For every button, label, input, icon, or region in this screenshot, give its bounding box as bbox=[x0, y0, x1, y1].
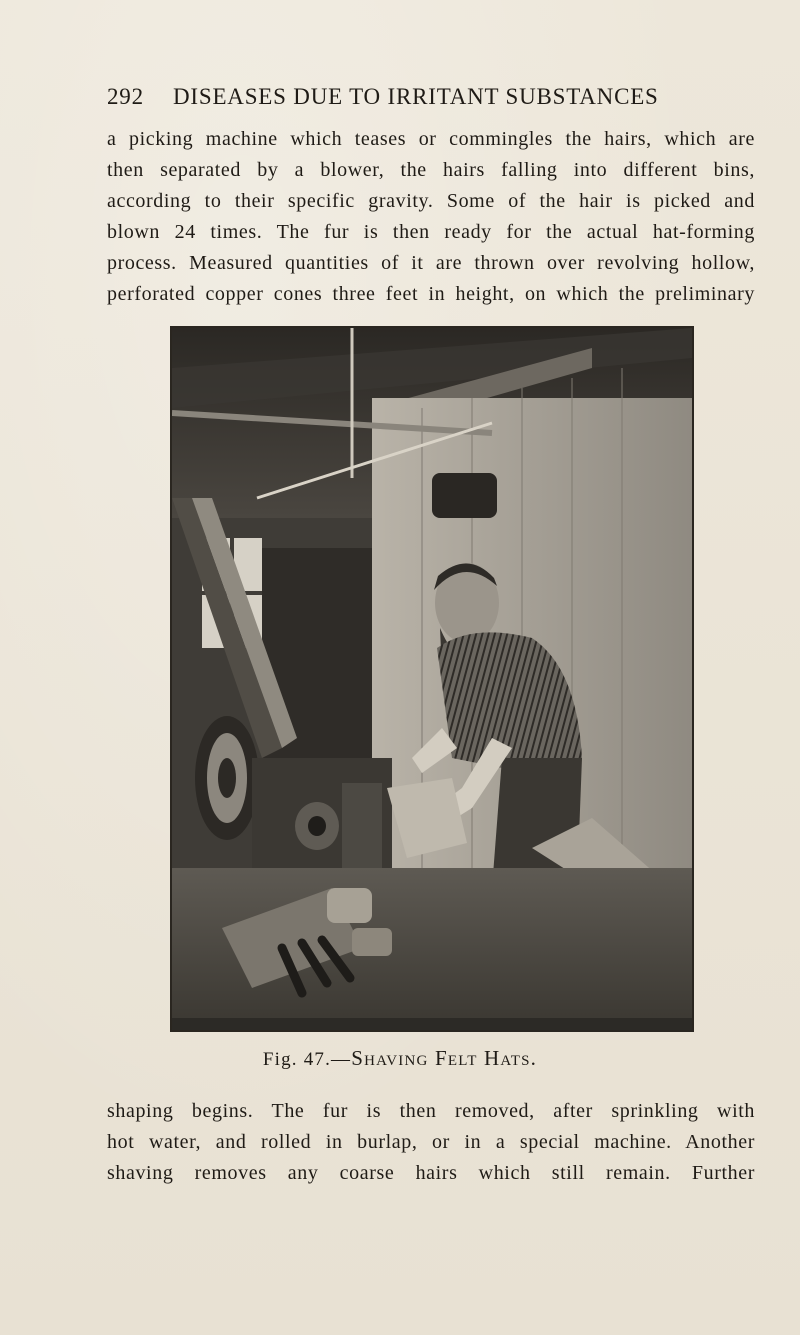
caption-dash: — bbox=[331, 1049, 352, 1070]
block-tool bbox=[327, 888, 372, 923]
text-line: process. Measured quantities of it are thrown over revolving hollow, bbox=[107, 252, 755, 274]
workshop-photo-illustration bbox=[172, 328, 692, 1030]
text-line: according to their specific gravity. Some of the hair is picked and bbox=[107, 190, 755, 212]
text-line: shaping begins. The fur is then removed, after sprinkling with bbox=[107, 1100, 755, 1122]
photograph-shaving-felt-hats bbox=[170, 326, 694, 1032]
text-line: perforated copper cones three feet in height, on which the preliminary bbox=[107, 283, 755, 305]
running-head bbox=[107, 84, 697, 114]
figure-title: Shaving Felt Hats. bbox=[351, 1046, 538, 1070]
chapter-title: DISEASES DUE TO IRRITANT SUBSTANCES bbox=[173, 84, 659, 109]
text-line: hot water, and rolled in burlap, or in a special machine. Another bbox=[107, 1131, 755, 1153]
figure-caption bbox=[0, 1046, 800, 1071]
text-line: a picking machine which teases or commingles the hairs, which are bbox=[107, 128, 755, 150]
pulley-housing bbox=[432, 473, 497, 518]
paragraph-bottom bbox=[107, 1096, 755, 1189]
text-line: blown 24 times. The fur is then ready for the actual hat-forming bbox=[107, 221, 755, 243]
text-line: shaving removes any coarse hairs which still remain. Further bbox=[107, 1162, 755, 1184]
page-number: 292 bbox=[107, 84, 144, 109]
text-line: then separated by a blower, the hairs falling into different bins, bbox=[107, 159, 755, 181]
figure-label: Fig. 47. bbox=[262, 1049, 332, 1070]
paragraph-top bbox=[107, 124, 755, 310]
